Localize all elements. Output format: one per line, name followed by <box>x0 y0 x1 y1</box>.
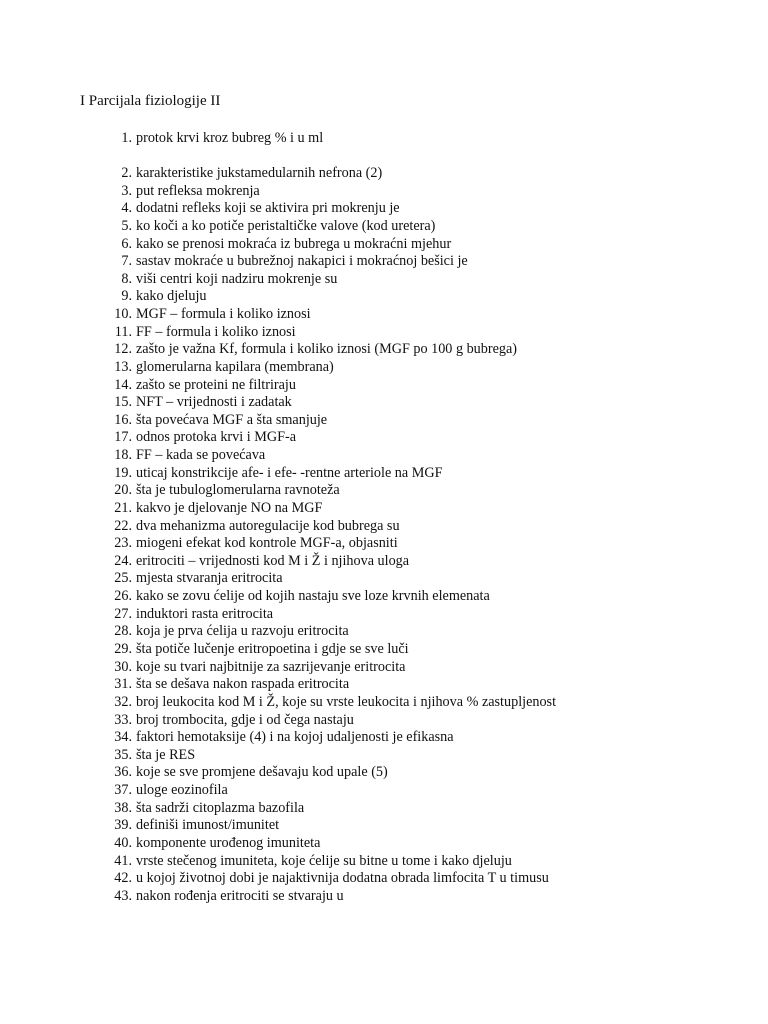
question-number: 35. <box>114 746 132 763</box>
question-text: uloge eozinofila <box>136 782 228 799</box>
list-item <box>0 693 768 711</box>
question-text: koje se sve promjene dešavaju kod upale (5) <box>136 764 388 781</box>
question-text: šta sadrži citoplazma bazofila <box>136 799 305 816</box>
list-item <box>0 129 768 147</box>
question-number: 37. <box>114 782 132 799</box>
question-text: odnos protoka krvi i MGF-a <box>136 429 296 446</box>
question-number: 10. <box>114 306 132 323</box>
question-text: broj leukocita kod M i Ž, koje su vrste leukocita i njihova % zastupljenost <box>136 693 557 710</box>
list-item <box>0 675 768 693</box>
question-number: 15. <box>114 394 132 411</box>
question-text: faktori hemotaksije (4) i na kojoj udaljenosti je efikasna <box>136 729 454 746</box>
question-text: koje su tvari najbitnije za sazrijevanje eritrocita <box>136 658 406 675</box>
list-item <box>0 287 768 305</box>
list-item <box>0 446 768 464</box>
list-item <box>0 393 768 411</box>
question-text: mjesta stvaranja eritrocita <box>136 570 283 587</box>
question-number: 9. <box>121 288 132 305</box>
list-item <box>0 852 768 870</box>
question-text: FF – formula i koliko iznosi <box>136 323 296 340</box>
question-number: 34. <box>114 729 132 746</box>
question-number: 7. <box>121 253 132 270</box>
question-text: ko koči a ko potiče peristaltičke valove (kod uretera) <box>136 217 436 234</box>
question-text: kako se zovu ćelije od kojih nastaju sve loze krvnih elemenata <box>136 588 490 605</box>
list-item <box>0 658 768 676</box>
list-item <box>0 428 768 446</box>
list-item <box>0 799 768 817</box>
question-text: protok krvi kroz bubreg % i u ml <box>136 130 324 146</box>
question-text: šta je RES <box>136 746 196 763</box>
question-number: 6. <box>121 235 132 252</box>
list-item <box>0 552 768 570</box>
list-item <box>0 781 768 799</box>
question-number: 13. <box>114 358 132 375</box>
list-item <box>0 235 768 253</box>
question-number: 21. <box>114 499 132 516</box>
question-number: 20. <box>114 482 132 499</box>
question-number: 19. <box>114 464 132 481</box>
question-text: zašto se proteini ne filtriraju <box>136 376 296 393</box>
question-number: 36. <box>114 764 132 781</box>
question-number: 30. <box>114 658 132 675</box>
list-item <box>0 746 768 764</box>
list-item <box>0 270 768 288</box>
list-item <box>0 534 768 552</box>
list-item <box>0 411 768 429</box>
question-number: 22. <box>114 517 132 534</box>
question-number: 33. <box>114 711 132 728</box>
question-text: kakvo je djelovanje NO na MGF <box>136 499 323 516</box>
question-text: broj trombocita, gdje i od čega nastaju <box>136 711 354 728</box>
question-text: koja je prva ćelija u razvoju eritrocita <box>136 623 349 640</box>
list-item <box>0 199 768 217</box>
list-item <box>0 728 768 746</box>
list-item <box>0 887 768 905</box>
question-text: FF – kada se povećava <box>136 447 266 464</box>
question-number: 23. <box>114 535 132 552</box>
question-text: komponente urođenog imuniteta <box>136 834 321 851</box>
list-item <box>0 816 768 834</box>
list-item <box>0 252 768 270</box>
question-number: 38. <box>114 799 132 816</box>
list-item <box>0 481 768 499</box>
question-text: karakteristike jukstamedularnih nefrona (2) <box>136 165 383 181</box>
question-text: definiši imunost/imunitet <box>136 817 280 834</box>
list-item <box>0 569 768 587</box>
question-number: 17. <box>114 429 132 446</box>
list-item <box>0 763 768 781</box>
list-item <box>0 164 768 182</box>
question-number: 25. <box>114 570 132 587</box>
list-item <box>0 464 768 482</box>
question-text: dodatni refleks koji se aktivira pri mokrenju je <box>136 200 400 217</box>
question-number: 39. <box>114 817 132 834</box>
list-item <box>0 376 768 394</box>
list-item <box>0 358 768 376</box>
question-number: 11. <box>114 323 132 340</box>
question-number: 5. <box>121 217 132 234</box>
question-number: 16. <box>114 411 132 428</box>
question-number: 18. <box>114 447 132 464</box>
question-number: 1. <box>121 130 132 146</box>
list-item <box>0 305 768 323</box>
question-text: vrste stečenog imuniteta, koje ćelije su bitne u tome i kako djeluju <box>136 852 512 869</box>
page-title: I Parcijala fiziologije II <box>80 93 221 109</box>
question-number: 27. <box>114 605 132 622</box>
question-number: 4. <box>121 200 132 217</box>
question-text: šta je tubuloglomerularna ravnoteža <box>136 482 340 499</box>
question-text: kako djeluju <box>136 288 207 305</box>
question-number: 3. <box>121 182 132 199</box>
list-item <box>0 869 768 887</box>
question-number: 29. <box>114 641 132 657</box>
list-item <box>0 834 768 852</box>
question-text: kako se prenosi mokraća iz bubrega u mokraćni mjehur <box>136 235 452 252</box>
question-text: zašto je važna Kf, formula i koliko iznosi (MGF po 100 g bubrega) <box>136 341 518 358</box>
question-text: šta povećava MGF a šta smanjuje <box>136 411 328 428</box>
list-item <box>0 622 768 640</box>
question-text: glomerularna kapilara (membrana) <box>136 358 334 375</box>
list-item <box>0 499 768 517</box>
question-text: induktori rasta eritrocita <box>136 605 274 622</box>
question-text: uticaj konstrikcije afe- i efe- -rentne arteriole na MGF <box>136 464 443 481</box>
question-number: 28. <box>114 623 132 640</box>
question-text: u kojoj životnoj dobi je najaktivnija dodatna obrada limfocita T u timusu <box>136 870 549 887</box>
question-number: 31. <box>114 676 132 693</box>
question-text: šta se dešava nakon raspada eritrocita <box>136 676 350 693</box>
list-item <box>0 323 768 341</box>
list-item <box>0 711 768 729</box>
question-text: NFT – vrijednosti i zadatak <box>136 394 292 411</box>
question-number: 41. <box>114 852 132 869</box>
question-number: 24. <box>114 552 132 569</box>
list-item <box>0 217 768 235</box>
list-item <box>0 587 768 605</box>
question-number: 12. <box>114 341 132 358</box>
question-text: dva mehanizma autoregulacije kod bubrega su <box>136 517 400 534</box>
question-text: put refleksa mokrenja <box>136 182 260 199</box>
question-text: sastav mokraće u bubrežnoj nakapici i mokraćnoj bešici je <box>136 253 468 270</box>
list-item <box>0 517 768 535</box>
question-number: 40. <box>114 834 132 851</box>
list-item <box>0 640 768 658</box>
question-text: nakon rođenja eritrociti se stvaraju u <box>136 887 344 904</box>
question-text: šta potiče lučenje eritropoetina i gdje se sve luči <box>136 641 409 657</box>
question-number: 26. <box>114 588 132 605</box>
question-number: 42. <box>114 870 132 887</box>
list-item <box>0 605 768 623</box>
question-text: miogeni efekat kod kontrole MGF-a, objasniti <box>136 535 398 552</box>
question-number: 2. <box>121 165 132 181</box>
list-item <box>0 340 768 358</box>
question-number: 32. <box>114 693 132 710</box>
question-text: MGF – formula i koliko iznosi <box>136 306 311 323</box>
question-number: 8. <box>121 270 132 287</box>
question-text: viši centri koji nadziru mokrenje su <box>136 270 338 287</box>
question-text: eritrociti – vrijednosti kod M i Ž i njihova uloga <box>136 552 410 569</box>
question-number: 14. <box>114 376 132 393</box>
question-number: 43. <box>114 887 132 904</box>
list-item <box>0 182 768 200</box>
